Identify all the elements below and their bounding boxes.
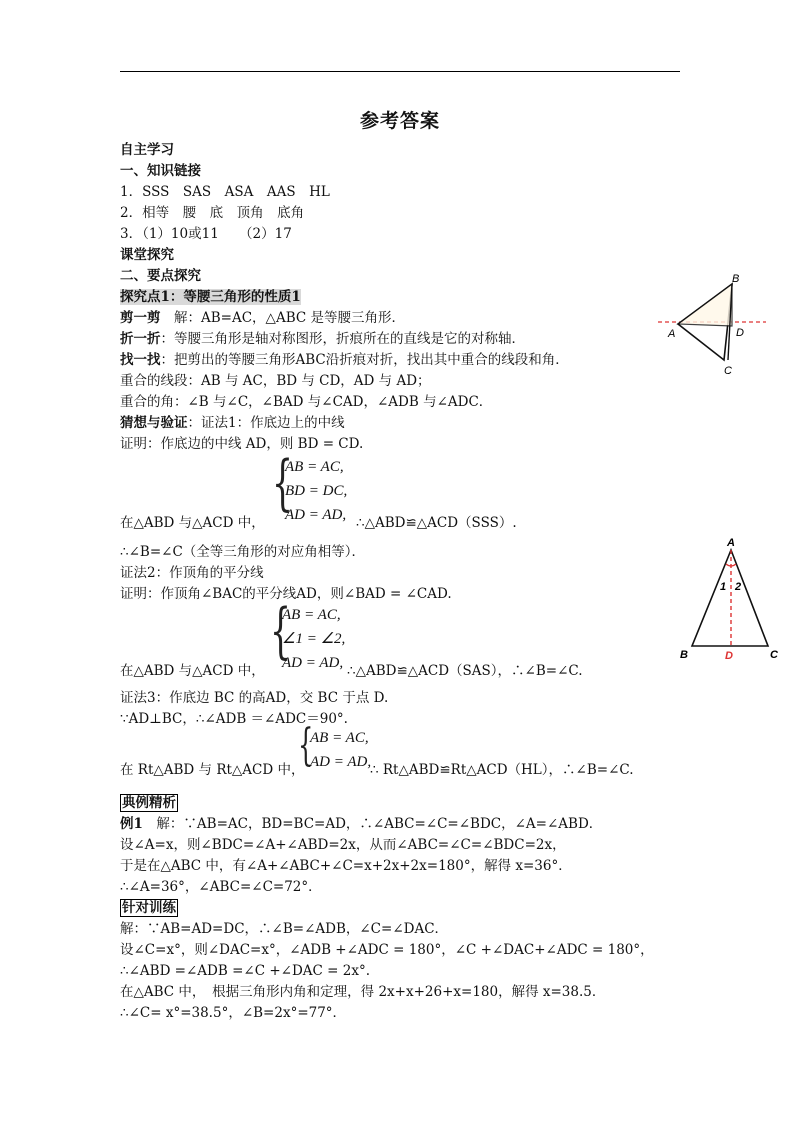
zhe-text: ：等腰三角形是轴对称图形，折痕所在的直线是它的对称轴． <box>160 331 525 347</box>
example-line-4: ∴∠A=36°，∠ABC=∠C=72°． <box>120 879 322 895</box>
proof2-eq-1: AB = AC, <box>282 607 341 623</box>
chonghe-jiao: 重合的角：∠B 与∠C，∠BAD 与∠CAD，∠ADB 与∠ADC． <box>120 394 493 410</box>
jian-label: 剪一剪 <box>120 310 161 326</box>
proof1-eq-2: BD = DC, <box>285 483 348 499</box>
jian-text: 解：AB=AC，△ABC 是等腰三角形． <box>160 310 405 326</box>
zhendui-line-3: ∴∠ABD =∠ADB =∠C +∠DAC = 2x°. <box>120 963 371 979</box>
fig2-label-c: C <box>770 649 778 661</box>
zhe-line <box>120 329 525 349</box>
zhishi-line-3: 3．（1）10或11 （2）17 <box>120 226 292 242</box>
fig1-label-d: D <box>736 327 744 339</box>
proof3-eq-1: AB = AC, <box>310 730 369 746</box>
example-text-1: 解：∵AB=AC，BD=BC=AD，∴∠ABC=∠C=∠BDC，∠A=∠ABD． <box>142 816 603 832</box>
fig1-label-c: C <box>724 365 732 377</box>
zhendui-line-1: 解：∵AB=AD=DC，∴∠B=∠ADB，∠C=∠DAC． <box>120 921 449 937</box>
proof2-eq-3: AD = AD, <box>282 655 344 671</box>
zhao-text: ：把剪出的等腰三角形ABC沿折痕对折，找出其中重合的线段和角． <box>160 352 569 368</box>
proof3-eq-2: AD = AD, <box>310 754 372 770</box>
proof2-title: 证法2：作顶角的平分线 <box>120 565 264 581</box>
caixiang-text: ：证法1：作底边上的中线 <box>187 415 345 431</box>
zhe-label: 折一折 <box>120 331 161 347</box>
jian-line <box>120 308 405 328</box>
header-rule <box>120 71 680 72</box>
dianli-label: 典例精析 <box>122 795 176 811</box>
caixiang-label: 猜想与验证 <box>120 415 188 431</box>
dianli-heading <box>120 793 178 813</box>
proof1-right: ∴△ABD≌△ACD（SSS）. <box>356 515 517 531</box>
fig2-label-2: 2 <box>735 581 742 593</box>
section-yaodian: 二、要点探究 <box>120 268 201 284</box>
proof2-intro: 证明：作顶角∠BAC的平分线AD，则∠BAD = ∠CAD. <box>120 586 452 602</box>
triangle-abc <box>692 550 768 646</box>
zhishi-line-2: 2．相等 腰 底 顶角 底角 <box>120 205 305 221</box>
section-zhishi: 一、知识链接 <box>120 163 201 179</box>
example-line-3: 于是在△ABC 中，有∠A+∠ABC+∠C=x+2x+2x=180°，解得 x=36°． <box>120 858 572 874</box>
fig2-label-a: A <box>727 538 735 549</box>
proof2-eq-2: ∠1 = ∠2, <box>282 631 346 647</box>
folded-flap <box>678 284 732 326</box>
zhao-label: 找一找 <box>120 352 161 368</box>
example-line-1 <box>120 814 602 834</box>
proof3-line: ∵AD⊥BC，∴∠ADB ＝∠ADC＝90°. <box>120 711 348 727</box>
zhendui-heading <box>120 898 178 918</box>
section-ketang: 课堂探究 <box>120 247 174 263</box>
fig2-label-d: D <box>725 650 733 662</box>
fig1-label-a: A <box>668 328 676 340</box>
zhendui-line-2: 设∠C=x°，则∠DAC=x°，∠ADB +∠ADC = 180°，∠C +∠DAC+∠ADC = 180°， <box>120 942 654 958</box>
proof1-intro: 证明：作底边的中线 AD，则 BD = CD. <box>120 436 364 452</box>
proof3-left: 在 Rt△ABD 与 Rt△ACD 中， <box>120 762 305 778</box>
caixiang-line <box>120 413 345 433</box>
proof1-brace: { <box>272 448 294 518</box>
example-line-2: 设∠A=x，则∠BDC=∠A+∠ABD=2x，从而∠ABC=∠C=∠BDC=2x， <box>120 837 566 853</box>
section-zizhu: 自主学习 <box>120 142 174 158</box>
proof3-brace: { <box>298 720 314 771</box>
proof3-title: 证法3：作底边 BC 的高AD，交 BC 于点 D. <box>120 690 389 706</box>
zhao-line <box>120 350 569 370</box>
tanjiu-heading <box>120 287 301 307</box>
fig1-label-b: B <box>732 273 740 285</box>
zhishi-line-1: 1．SSS SAS ASA AAS HL <box>120 184 330 200</box>
proof2-brace: { <box>270 596 292 666</box>
figure-folded-triangle <box>658 270 770 382</box>
proof2-right: ∴△ABD≌△ACD（SAS），∴∠B=∠C. <box>347 663 583 679</box>
zhendui-line-4: 在△ABC 中， 根据三角形内角和定理，得 2x+x+26+x=180，解得 x=38.5． <box>120 984 606 1000</box>
proof2-left: 在△ABD 与△ACD 中， <box>120 663 265 679</box>
proof3-right: ∴ Rt△ABD≌Rt△ACD（HL），∴∠B=∠C. <box>370 762 634 778</box>
example-label: 例1 <box>120 816 143 832</box>
proof1-eq-3: AD = AD, <box>285 507 347 523</box>
proof1-eq-1: AB = AC, <box>285 459 344 475</box>
chonghe-xian: 重合的线段：AB 与 AC，BD 与 CD，AD 与 AD； <box>120 373 431 389</box>
tanjiu-title: 探究点1：等腰三角形的性质1 <box>120 289 301 305</box>
proof1-conclusion: ∴∠B=∠C（全等三角形的对应角相等）． <box>120 544 366 560</box>
proof1-left: 在△ABD 与△ACD 中， <box>120 515 265 531</box>
fig2-label-1: 1 <box>720 581 727 593</box>
zhendui-line-5: ∴∠C= x°=38.5°，∠B=2x°=77°． <box>120 1005 347 1021</box>
fig2-label-b: B <box>680 649 688 661</box>
zhendui-label: 针对训练 <box>122 900 176 916</box>
page-title: 参考答案 <box>359 110 440 132</box>
figure-isosceles-triangle <box>676 538 786 662</box>
